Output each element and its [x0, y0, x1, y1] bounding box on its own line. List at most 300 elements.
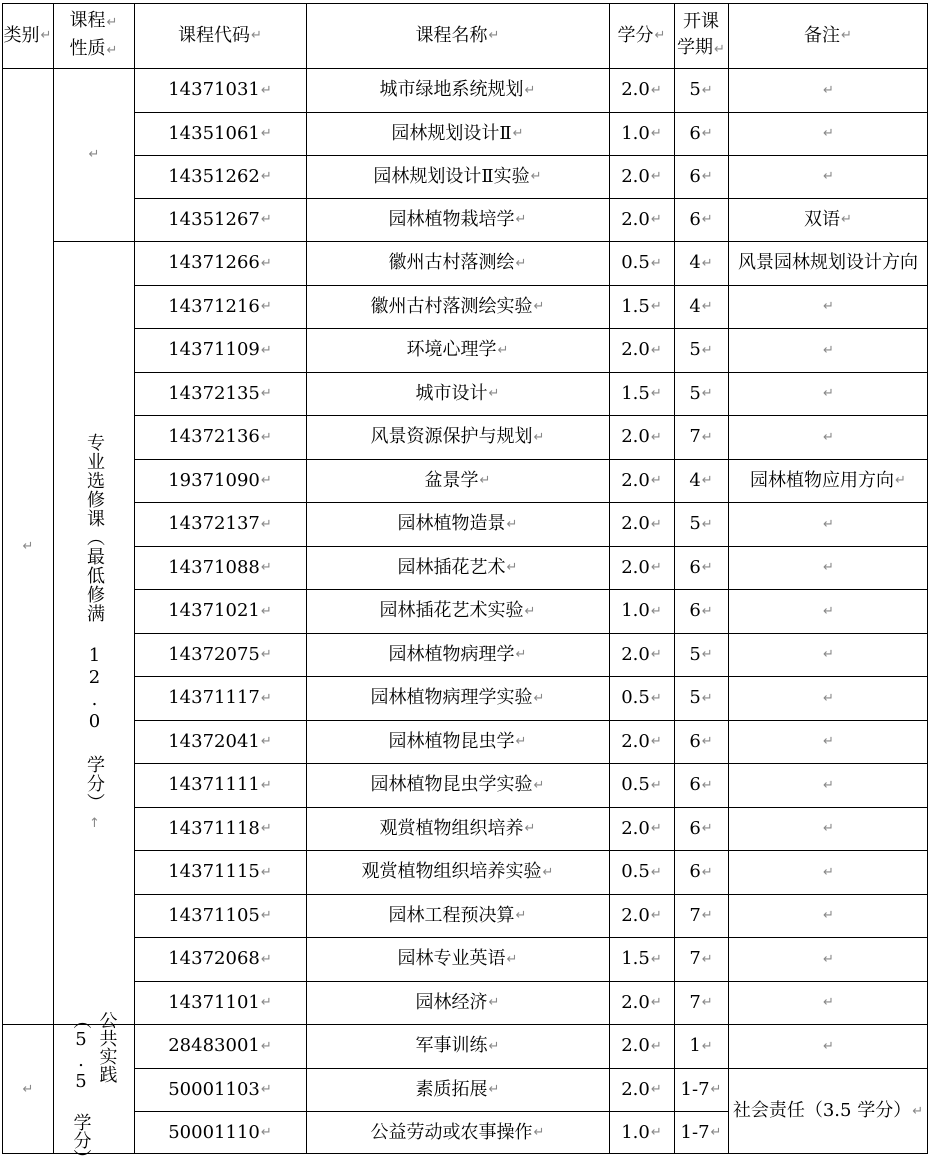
note-cell [728, 546, 928, 589]
header-term-line [677, 9, 725, 35]
course-code: 14371115 [168, 861, 260, 882]
return-mark: ↵ [823, 299, 834, 314]
course-name: 园林植物造景 [397, 513, 506, 534]
merged-note-text: 社会责任（3.5 学分） [732, 1100, 912, 1121]
credit-value: 2.0 [621, 513, 650, 534]
return-mark: ↵ [650, 603, 662, 619]
return-mark: ↵ [506, 560, 518, 575]
practice-group-label [68, 1011, 120, 1167]
return-mark: ↵ [650, 821, 662, 836]
return-mark: ↵ [533, 1125, 545, 1140]
course-name-cell [306, 981, 609, 1024]
term-cell [674, 589, 728, 633]
return-mark: ↵ [260, 560, 272, 575]
return-mark: ↵ [542, 864, 554, 880]
term-cell [674, 285, 728, 328]
term-value: 5 [689, 382, 701, 404]
course-name: 园林规划设计Ⅱ [391, 122, 512, 144]
return-mark: ↵ [22, 538, 34, 554]
return-mark: ↵ [88, 147, 100, 162]
course-code-cell [134, 981, 306, 1024]
course-code-cell [134, 285, 306, 328]
credit-value: 2.0 [621, 469, 650, 491]
course-code-cell [134, 372, 306, 415]
term-cell [674, 372, 728, 415]
return-mark: ↵ [823, 603, 834, 619]
term-cell [674, 1068, 728, 1111]
credit-value: 2.0 [621, 817, 650, 839]
course-name-cell [306, 763, 609, 807]
note-cell [728, 894, 928, 937]
term-cell [674, 633, 728, 676]
credit-cell [609, 1111, 674, 1154]
return-mark: ↵ [650, 690, 662, 706]
return-mark: ↵ [260, 429, 272, 445]
header-term-line [677, 35, 725, 63]
course-name: 公益劳动或农事操作 [370, 1121, 533, 1143]
term-cell [674, 68, 728, 112]
term-cell [674, 112, 728, 155]
credit-cell [609, 894, 674, 937]
return-mark: ↵ [650, 777, 662, 793]
course-name: 军事训练 [415, 1035, 488, 1056]
return-mark: ↵ [710, 1082, 722, 1097]
note-cell [728, 198, 928, 241]
course-table [2, 3, 928, 1167]
term-value: 7 [689, 991, 701, 1013]
term-cell [674, 720, 728, 763]
return-mark: ↵ [530, 169, 542, 184]
course-code-cell [134, 1111, 306, 1154]
course-code: 50001103 [168, 1078, 260, 1100]
practice-group-text: 公共实践 [96, 1011, 118, 1083]
term-value: 6 [689, 774, 701, 795]
course-code-cell [134, 589, 306, 633]
course-code: 19371090 [168, 469, 260, 491]
return-mark: ↵ [40, 28, 52, 43]
credit-value: 2.0 [621, 339, 650, 360]
return-mark: ↵ [701, 560, 713, 575]
merged-note-cell [728, 1068, 928, 1154]
term-cell [674, 198, 728, 241]
course-code: 14371266 [168, 252, 260, 273]
return-mark: ↵ [823, 429, 834, 445]
course-name: 徽州古村落测绘实验 [370, 295, 533, 317]
term-value: 6 [689, 122, 701, 144]
course-name-cell [306, 850, 609, 894]
return-mark: ↵ [701, 473, 713, 488]
return-mark: ↵ [701, 212, 713, 227]
term-value: 1-7 [680, 1078, 710, 1100]
note-cell [728, 241, 928, 285]
credit-cell [609, 198, 674, 241]
credit-value: 0.5 [621, 774, 650, 795]
course-name: 园林植物病理学实验 [370, 687, 533, 708]
header-note-label: 备注 [804, 24, 841, 46]
note-cell [728, 763, 928, 807]
return-mark: ↵ [912, 1103, 924, 1119]
credit-cell [609, 459, 674, 502]
course-name-cell [306, 546, 609, 589]
course-name-cell [306, 1068, 609, 1111]
credit-value: 2.0 [621, 904, 650, 926]
course-name: 风景资源保护与规划 [370, 426, 533, 447]
course-name-cell [306, 720, 609, 763]
return-mark: ↵ [533, 690, 545, 706]
note-cell [728, 68, 928, 112]
course-name: 园林规划设计Ⅱ实验 [373, 165, 530, 187]
return-mark: ↵ [260, 647, 272, 662]
term-cell [674, 937, 728, 981]
credit-cell [609, 502, 674, 546]
note-text: 园林植物应用方向 [750, 469, 895, 491]
course-code: 14351262 [168, 165, 260, 187]
course-code: 14371021 [168, 600, 260, 621]
header-category [2, 3, 53, 68]
credit-cell [609, 763, 674, 807]
course-name-cell [306, 676, 609, 720]
return-mark: ↵ [650, 255, 662, 271]
return-mark: ↵ [524, 821, 536, 836]
course-name-cell [306, 112, 609, 155]
header-code-label: 课程代码 [178, 24, 251, 46]
return-mark: ↵ [524, 603, 536, 619]
header-credit [609, 3, 674, 68]
course-name: 徽州古村落测绘 [388, 252, 515, 273]
note-cell [728, 415, 928, 459]
return-mark: ↵ [650, 864, 662, 880]
note-cell [728, 720, 928, 763]
course-code: 14372041 [168, 730, 260, 752]
course-code: 14351267 [168, 208, 260, 230]
return-mark: ↵ [823, 821, 834, 836]
credit-value: 1.0 [621, 122, 650, 144]
return-mark: ↵ [260, 169, 272, 184]
course-code-cell [134, 633, 306, 676]
term-value: 6 [689, 817, 701, 839]
return-mark: ↵ [260, 1082, 272, 1097]
return-mark: ↵ [260, 386, 272, 401]
term-value: 6 [689, 556, 701, 578]
term-value: 5 [689, 79, 701, 100]
note-cell [728, 1024, 928, 1068]
header-nature-stack [70, 8, 118, 64]
credit-cell [609, 633, 674, 676]
note-cell [728, 372, 928, 415]
return-mark: ↵ [533, 777, 545, 793]
course-code-cell [134, 328, 306, 372]
course-name-cell [306, 198, 609, 241]
return-mark: ↵ [650, 951, 662, 967]
elective-group-text: 专业选修课（最低修满 12.0 学分） [84, 433, 105, 812]
course-code: 14372135 [168, 382, 260, 404]
course-name-cell [306, 937, 609, 981]
header-term-stack [677, 9, 725, 63]
course-name-cell [306, 894, 609, 937]
term-value: 4 [689, 295, 701, 317]
course-code-cell [134, 894, 306, 937]
header-code [134, 3, 306, 68]
return-mark: ↵ [260, 603, 272, 619]
course-code: 28483001 [168, 1035, 260, 1056]
return-mark: ↵ [512, 126, 524, 141]
return-mark: ↵ [260, 734, 272, 749]
course-name: 观赏植物组织培养 [379, 817, 524, 839]
return-mark: ↵ [650, 126, 662, 141]
term-value: 4 [689, 252, 701, 273]
course-name: 园林植物病理学 [388, 643, 515, 665]
term-value: 1 [689, 1035, 701, 1056]
term-value: 5 [689, 513, 701, 534]
return-mark: ↵ [710, 1125, 722, 1140]
return-mark: ↵ [260, 212, 272, 227]
term-value: 5 [689, 687, 701, 708]
course-code-cell [134, 850, 306, 894]
course-code: 14371031 [168, 79, 260, 100]
note-cell [728, 937, 928, 981]
credit-cell [609, 807, 674, 850]
course-code: 14372075 [168, 643, 260, 665]
course-code-cell [134, 415, 306, 459]
course-code: 14371117 [168, 687, 260, 708]
course-name-cell [306, 285, 609, 328]
practice-group-text: （5.5 学分） [70, 1011, 92, 1167]
return-mark: ↵ [488, 1082, 500, 1097]
credit-cell [609, 1024, 674, 1068]
course-code: 14371088 [168, 556, 260, 578]
return-mark: ↵ [823, 647, 834, 662]
header-name-label: 课程名称 [415, 24, 488, 46]
credit-cell [609, 241, 674, 285]
return-mark: ↵ [701, 603, 713, 619]
course-code: 14371216 [168, 295, 260, 317]
credit-value: 0.5 [621, 252, 650, 273]
return-mark: ↵ [823, 516, 834, 532]
return-mark: ↵ [650, 1038, 662, 1054]
return-mark: ↵ [701, 299, 713, 314]
return-mark: ↵ [260, 908, 272, 923]
course-code-cell [134, 198, 306, 241]
return-mark: ↵ [515, 647, 527, 662]
credit-value: 1.0 [621, 600, 650, 621]
return-mark: ↵ [701, 516, 713, 532]
course-name-cell [306, 633, 609, 676]
course-code: 14371101 [168, 991, 260, 1013]
return-mark: ↵ [260, 690, 272, 706]
return-mark: ↵ [714, 41, 725, 57]
return-mark: ↵ [260, 342, 272, 358]
course-code: 14351061 [168, 122, 260, 144]
course-name-cell [306, 68, 609, 112]
note-text: 双语 [804, 208, 841, 230]
term-value: 6 [689, 730, 701, 752]
credit-value: 1.5 [621, 295, 650, 317]
return-mark: ↵ [701, 995, 713, 1010]
credit-value: 0.5 [621, 687, 650, 708]
return-mark: ↵ [650, 734, 662, 749]
course-code: 14372068 [168, 948, 260, 969]
course-name-cell [306, 328, 609, 372]
course-name: 园林插花艺术实验 [379, 600, 524, 621]
return-mark: ↵ [823, 126, 834, 141]
elective-group-cell [53, 241, 134, 1024]
course-code-cell [134, 502, 306, 546]
credit-value: 0.5 [621, 861, 650, 882]
return-mark: ↵ [506, 516, 518, 532]
term-value: 6 [689, 600, 701, 621]
course-code-cell [134, 155, 306, 198]
return-mark: ↵ [260, 864, 272, 880]
return-mark: ↵ [654, 28, 666, 43]
course-code: 14371105 [168, 904, 260, 926]
note-cell [728, 112, 928, 155]
credit-cell [609, 328, 674, 372]
note-cell [728, 328, 928, 372]
credit-cell [609, 1068, 674, 1111]
return-mark: ↵ [260, 1125, 272, 1140]
credit-value: 1.0 [621, 1121, 650, 1143]
credit-cell [609, 415, 674, 459]
credit-cell [609, 68, 674, 112]
header-nature-text: 课程 [69, 9, 106, 31]
header-nature-line [70, 8, 118, 36]
return-mark: ↵ [106, 14, 118, 30]
term-value: 1-7 [680, 1121, 710, 1143]
return-mark: ↵ [650, 1125, 662, 1140]
return-mark: ↵ [701, 1038, 713, 1054]
return-mark: ↵ [650, 516, 662, 532]
term-value: 6 [689, 861, 701, 882]
course-code: 14371118 [168, 817, 260, 839]
credit-value: 2.0 [621, 79, 650, 100]
term-cell [674, 155, 728, 198]
term-cell [674, 763, 728, 807]
course-code-cell [134, 241, 306, 285]
header-nature-text: 性质 [69, 37, 106, 59]
course-name: 园林植物昆虫学实验 [370, 774, 533, 795]
return-mark: ↵ [823, 864, 834, 880]
term-cell [674, 850, 728, 894]
return-mark: ↵ [823, 342, 834, 358]
course-code-cell [134, 546, 306, 589]
credit-value: 1.5 [621, 948, 650, 969]
note-cell [728, 676, 928, 720]
return-mark: ↵ [701, 82, 713, 98]
return-mark: ↵ [260, 126, 272, 141]
header-category-label: 类别 [3, 24, 40, 46]
return-mark: ↵ [650, 212, 662, 227]
course-name: 园林植物栽培学 [388, 208, 515, 230]
course-code-cell [134, 1068, 306, 1111]
return-mark: ↵ [533, 429, 545, 445]
return-mark: ↵ [823, 690, 834, 706]
credit-value: 2.0 [621, 1035, 650, 1056]
return-mark: ↵ [650, 995, 662, 1010]
return-mark: ↵ [515, 255, 527, 271]
term-value: 6 [689, 165, 701, 187]
term-cell [674, 1111, 728, 1154]
return-mark: ↵ [260, 1038, 272, 1054]
credit-cell [609, 285, 674, 328]
term-value: 4 [689, 469, 701, 491]
credit-cell [609, 546, 674, 589]
return-mark: ↵ [701, 734, 713, 749]
credit-cell [609, 589, 674, 633]
course-code-cell [134, 676, 306, 720]
course-name: 环境心理学 [406, 339, 497, 360]
return-mark: ↵ [497, 342, 509, 358]
return-mark: ↵ [841, 212, 852, 227]
return-mark: ↵ [895, 473, 906, 488]
course-name: 观赏植物组织培养实验 [361, 861, 542, 882]
return-mark: ↵ [515, 734, 527, 749]
return-mark: ↵ [701, 342, 713, 358]
term-cell [674, 1024, 728, 1068]
return-mark: ↵ [701, 908, 713, 923]
course-code-cell [134, 763, 306, 807]
credit-value: 1.5 [621, 382, 650, 404]
course-name-cell [306, 589, 609, 633]
return-mark: ↵ [650, 473, 662, 488]
term-value: 7 [689, 904, 701, 926]
term-value: 5 [689, 339, 701, 360]
credit-value: 2.0 [621, 208, 650, 230]
course-code: 14372137 [168, 513, 260, 534]
practice-group-cell [53, 1011, 134, 1167]
return-mark: ↵ [701, 126, 713, 141]
credit-value: 2.0 [621, 730, 650, 752]
return-mark: ↵ [841, 28, 852, 43]
header-term-text: 开课 [683, 10, 719, 32]
course-name-cell [306, 502, 609, 546]
return-mark: ↵ [701, 429, 713, 445]
return-mark: ↵ [650, 908, 662, 923]
note-cell [728, 807, 928, 850]
return-mark: ↵ [106, 42, 118, 58]
term-cell [674, 459, 728, 502]
term-cell [674, 328, 728, 372]
note-cell [728, 633, 928, 676]
return-mark: ↵ [701, 777, 713, 793]
practice-group-line [68, 1011, 94, 1167]
course-code-cell [134, 1024, 306, 1068]
course-name: 城市绿地系统规划 [379, 79, 524, 100]
return-mark: ↵ [701, 951, 713, 967]
header-note [728, 3, 928, 68]
return-mark: ↵ [823, 908, 834, 923]
return-mark: ↵ [260, 516, 272, 532]
term-cell [674, 415, 728, 459]
return-mark: ↵ [650, 429, 662, 445]
credit-value: 2.0 [621, 1078, 650, 1100]
course-name-cell [306, 241, 609, 285]
return-mark: ↵ [488, 1038, 500, 1054]
term-value: 6 [689, 208, 701, 230]
credit-cell [609, 981, 674, 1024]
return-mark: ↵ [650, 386, 662, 401]
header-term-text: 学期 [677, 36, 714, 58]
credit-cell [609, 850, 674, 894]
note-text: 风景园林规划设计方向 [738, 252, 918, 273]
return-mark: ↵ [701, 821, 713, 836]
term-value: 7 [689, 948, 701, 969]
return-mark: ↵ [22, 1081, 34, 1097]
practice-group-line [94, 1011, 120, 1083]
return-mark: ↵ [260, 299, 272, 314]
credit-cell [609, 112, 674, 155]
return-mark: ↵ [701, 647, 713, 662]
course-code-cell [134, 807, 306, 850]
